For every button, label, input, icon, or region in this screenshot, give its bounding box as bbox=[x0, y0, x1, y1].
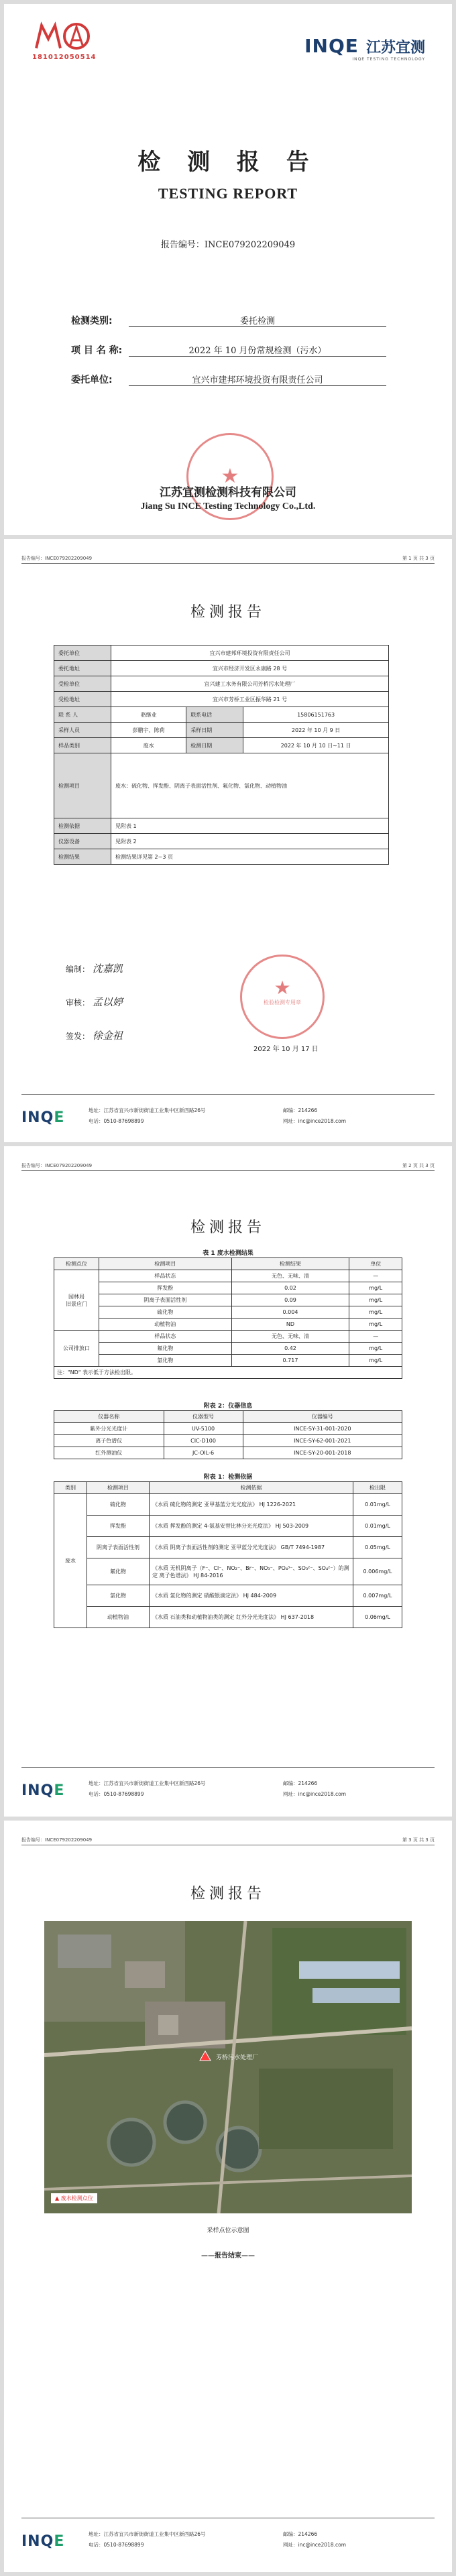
cell: 硫化物 bbox=[99, 1306, 232, 1318]
info-value: 宜兴建工水务有限公司芳桥污水处理厂 bbox=[111, 676, 389, 692]
table-row bbox=[54, 1585, 402, 1607]
map-legend: ▲ 废水检测点位 bbox=[51, 2193, 97, 2203]
table-row bbox=[54, 1537, 402, 1558]
table-row bbox=[54, 1494, 402, 1516]
table-row bbox=[54, 1294, 402, 1306]
cell: 挥发酚 bbox=[99, 1282, 232, 1294]
info-value: 骆继业 bbox=[111, 707, 186, 723]
table-row bbox=[54, 849, 389, 865]
info-label: 检测日期 bbox=[186, 738, 243, 753]
signature-name: 孟以婷 bbox=[92, 996, 123, 1008]
field-value: 宜兴市建邦环境投资有限责任公司 bbox=[129, 373, 386, 386]
info-label: 联 系 人 bbox=[54, 707, 111, 723]
brand-block bbox=[304, 35, 425, 62]
sample-site-label: 芳桥污水处理厂 bbox=[216, 2054, 259, 2061]
table-row bbox=[54, 707, 389, 723]
cell: INCE-SY-20-001-2018 bbox=[243, 1447, 402, 1459]
appendix1-caption: 附表 1：检测依据 bbox=[203, 1474, 253, 1481]
brand-subtitle: INQE TESTING TECHNOLOGY bbox=[352, 57, 425, 62]
header-report-no: 报告编号：INCE079202209049 bbox=[21, 1163, 93, 1168]
cell: mg/L bbox=[349, 1306, 402, 1318]
header-page-no: 第 2 页 共 3 页 bbox=[402, 1163, 435, 1168]
brand-logo-cn: 江苏宜测 bbox=[365, 40, 425, 56]
cell: 无色、无味、清 bbox=[231, 1270, 349, 1282]
field-label: 项 目 名 称: bbox=[71, 345, 123, 356]
table-row bbox=[54, 1423, 402, 1435]
satellite-imagery bbox=[44, 1921, 412, 2213]
site-cell: 园林局 旧景应门 bbox=[54, 1270, 99, 1331]
info-label: 检测项目 bbox=[54, 753, 111, 818]
info-table bbox=[54, 645, 389, 865]
info-label: 仪器设备 bbox=[54, 834, 111, 849]
issue-date: 2022 年 10 月 17 日 bbox=[253, 1046, 319, 1053]
seal-star-icon: ★ bbox=[221, 465, 239, 488]
table-row bbox=[54, 676, 389, 692]
cell: mg/L bbox=[349, 1355, 402, 1367]
header-page-no: 第 3 页 共 3 页 bbox=[402, 1837, 435, 1843]
footer-logo: INQE bbox=[21, 1782, 65, 1799]
field-label: 检测类别: bbox=[71, 316, 113, 326]
column-header: 检出限 bbox=[353, 1482, 402, 1494]
info-value: 宜兴市芳桥工业区振华路 21 号 bbox=[111, 692, 389, 707]
table-row bbox=[54, 723, 389, 738]
table-row bbox=[54, 753, 389, 818]
cell: 《水质 氯化物的测定 硝酸银滴定法》 HJ 484-2009 bbox=[150, 1585, 353, 1607]
footer-phone: 电话：0510-87698899 bbox=[89, 1118, 144, 1124]
field-value: 委托检测 bbox=[129, 314, 386, 327]
cover-field-project bbox=[71, 343, 386, 358]
cell: ND bbox=[231, 1318, 349, 1331]
column-header: 检测项目 bbox=[87, 1482, 150, 1494]
cell: 样品状态 bbox=[99, 1270, 232, 1282]
info-value: 2022 年 10 月 10 日~11 日 bbox=[243, 738, 389, 753]
table-row bbox=[54, 1435, 402, 1447]
satellite-map bbox=[44, 1921, 412, 2213]
company-name-en: Jiang Su INCE Testing Technology Co.,Ltd. bbox=[140, 501, 316, 511]
info-value: 2022 年 10 月 9 日 bbox=[243, 723, 389, 738]
cell: 动植物油 bbox=[87, 1607, 150, 1628]
cell: 0.02 bbox=[231, 1282, 349, 1294]
category-cell: 废水 bbox=[54, 1494, 87, 1628]
report-number-label: 报告编号： bbox=[160, 240, 205, 250]
report-title-en: TESTING REPORT bbox=[158, 185, 298, 202]
report-page-1 bbox=[4, 539, 452, 1142]
page-title: 检测报告 bbox=[190, 1886, 266, 1902]
instrument-table bbox=[54, 1410, 402, 1459]
footer-phone: 电话：0510-87698899 bbox=[89, 2542, 144, 2548]
table-header-row bbox=[54, 1258, 402, 1270]
footer-postcode: 邮编：214266 bbox=[283, 1107, 318, 1113]
table-row bbox=[54, 1367, 402, 1379]
cell: mg/L bbox=[349, 1294, 402, 1306]
info-value: 见附表 1 bbox=[111, 818, 389, 834]
table-row bbox=[54, 646, 389, 661]
info-label: 检测结果 bbox=[54, 849, 111, 865]
table-row bbox=[54, 661, 389, 676]
info-label: 委托单位 bbox=[54, 646, 111, 661]
cell: 动植物油 bbox=[99, 1318, 232, 1331]
cell: mg/L bbox=[349, 1318, 402, 1331]
info-label: 样品类别 bbox=[54, 738, 111, 753]
report-number bbox=[4, 237, 452, 250]
table-row bbox=[54, 818, 389, 834]
seal-star-icon: ★ bbox=[274, 977, 291, 999]
footer-address: 地址：江苏省宜兴市新街街道工业集中区新西路26号 bbox=[89, 1107, 206, 1113]
cell: 离子色谱仪 bbox=[54, 1435, 164, 1447]
cell: 硫化物 bbox=[87, 1494, 150, 1516]
cell: 0.004 bbox=[231, 1306, 349, 1318]
cell: 0.05mg/L bbox=[353, 1537, 402, 1558]
cover-field-category bbox=[71, 314, 386, 328]
table-header-row bbox=[54, 1482, 402, 1494]
cell: 0.007mg/L bbox=[353, 1585, 402, 1607]
column-header: 检测依据 bbox=[150, 1482, 353, 1494]
brand-logo-en: INQE bbox=[304, 35, 359, 57]
footer-address: 地址：江苏省宜兴市新街街道工业集中区新西路26号 bbox=[89, 1780, 206, 1786]
info-value: 检测结果详见第 2~3 页 bbox=[111, 849, 389, 865]
cell: mg/L bbox=[349, 1282, 402, 1294]
info-label: 受检单位 bbox=[54, 676, 111, 692]
cell: 阴离子表面活性剂 bbox=[87, 1537, 150, 1558]
table-header-row bbox=[54, 1411, 402, 1423]
column-header: 单位 bbox=[349, 1258, 402, 1270]
results-table bbox=[54, 1258, 402, 1379]
seal-text: 检验检测专用章 bbox=[264, 999, 301, 1005]
info-value: 宜兴市经济开发区永康路 28 号 bbox=[111, 661, 389, 676]
info-value: 15806151763 bbox=[243, 707, 389, 723]
page-header bbox=[21, 555, 435, 564]
report-page-2 bbox=[4, 1146, 452, 1817]
table-row bbox=[54, 1343, 402, 1355]
table-note: 注："ND" 表示低于方法检出限。 bbox=[54, 1367, 402, 1379]
table-row bbox=[54, 1516, 402, 1537]
cell: 《水质 挥发酚的测定 4-氨基安替比林分光光度法》 HJ 503-2009 bbox=[150, 1516, 353, 1537]
table-row bbox=[54, 1607, 402, 1628]
signature-label: 编制： bbox=[66, 965, 91, 974]
info-label: 联系电话 bbox=[186, 707, 243, 723]
signature-label: 审核： bbox=[66, 998, 91, 1007]
cell: JC-OIL-6 bbox=[164, 1447, 243, 1459]
cell: 氯化物 bbox=[99, 1355, 232, 1367]
column-header: 仪器名称 bbox=[54, 1411, 164, 1423]
column-header: 检测项目 bbox=[99, 1258, 232, 1270]
cell: 阴离子表面活性剂 bbox=[99, 1294, 232, 1306]
report-number-value: INCE079202209049 bbox=[204, 240, 296, 250]
footer-logo: INQE bbox=[21, 1109, 65, 1126]
cell: INCE-SY-62-001-2021 bbox=[243, 1435, 402, 1447]
method-table bbox=[54, 1481, 402, 1628]
report-page-3 bbox=[4, 1821, 452, 2572]
inspection-seal bbox=[240, 955, 325, 1039]
table-row bbox=[54, 1558, 402, 1585]
cma-logo bbox=[32, 21, 97, 63]
footer-logo: INQE bbox=[21, 2533, 65, 2550]
cell: 氯化物 bbox=[87, 1585, 150, 1607]
info-value: 彭鹏宇、陈荷 bbox=[111, 723, 186, 738]
info-value: 废水 bbox=[111, 738, 186, 753]
field-label: 委托单位: bbox=[71, 375, 113, 385]
cell: 0.09 bbox=[231, 1294, 349, 1306]
cover-field-client bbox=[71, 373, 386, 387]
footer-address: 地址：江苏省宜兴市新街街道工业集中区新西路26号 bbox=[89, 2531, 206, 2537]
footer-web: 网址：inc@ince2018.com bbox=[283, 1118, 347, 1124]
info-label: 采样日期 bbox=[186, 723, 243, 738]
company-name-cn: 江苏宜测检测科技有限公司 bbox=[160, 486, 296, 499]
cell: — bbox=[349, 1331, 402, 1343]
cell: 红外测油仪 bbox=[54, 1447, 164, 1459]
cover-page bbox=[4, 4, 452, 535]
appendix2-caption: 附表 2：仪器信息 bbox=[203, 1403, 253, 1410]
header-report-no: 报告编号：INCE079202209049 bbox=[21, 1837, 93, 1843]
map-caption: 采样点位示意图 bbox=[207, 2227, 249, 2234]
site-cell: 公司排放口 bbox=[54, 1331, 99, 1367]
report-end: ——报告结束—— bbox=[201, 2252, 255, 2260]
info-label: 受检地址 bbox=[54, 692, 111, 707]
table-row bbox=[54, 738, 389, 753]
footer-web: 网址：inc@ince2018.com bbox=[283, 1791, 347, 1797]
report-title-cn: 检 测 报 告 bbox=[137, 149, 319, 176]
cell: 0.01mg/L bbox=[353, 1516, 402, 1537]
info-label: 检测依据 bbox=[54, 818, 111, 834]
cell: 样品状态 bbox=[99, 1331, 232, 1343]
info-label: 委托地址 bbox=[54, 661, 111, 676]
table-row bbox=[54, 834, 389, 849]
column-header: 检测结果 bbox=[231, 1258, 349, 1270]
page-footer bbox=[21, 2518, 435, 2559]
signature-reviewer bbox=[66, 995, 123, 1009]
cell: 0.01mg/L bbox=[353, 1494, 402, 1516]
cell: 挥发酚 bbox=[87, 1516, 150, 1537]
info-label: 采样人员 bbox=[54, 723, 111, 738]
cell: 《水质 硫化物的测定 亚甲基蓝分光光度法》 HJ 1226-2021 bbox=[150, 1494, 353, 1516]
cell: 0.42 bbox=[231, 1343, 349, 1355]
page-footer bbox=[21, 1094, 435, 1135]
table-row bbox=[54, 1331, 402, 1343]
results-caption: 表 1 废水检测结果 bbox=[203, 1250, 253, 1257]
cert-number: 181012050514 bbox=[32, 54, 97, 61]
cell: 《水质 阴离子表面活性剂的测定 亚甲蓝分光光度法》 GB/T 7494-1987 bbox=[150, 1537, 353, 1558]
cell: UV-5100 bbox=[164, 1423, 243, 1435]
column-header: 类别 bbox=[54, 1482, 87, 1494]
signature-label: 签发： bbox=[66, 1032, 91, 1041]
footer-phone: 电话：0510-87698899 bbox=[89, 1791, 144, 1797]
signature-issuer bbox=[66, 1028, 123, 1042]
cell: 紫外分光光度计 bbox=[54, 1423, 164, 1435]
cell: 《水质 无机阴离子（F⁻、Cl⁻、NO₂⁻、Br⁻、NO₃⁻、PO₄³⁻、SO₃²⁻、SO₄²⁻）的测定 离子色谱法》 HJ 84-2016 bbox=[150, 1558, 353, 1585]
page-header bbox=[21, 1162, 435, 1171]
signature-compiler bbox=[66, 961, 123, 975]
cell: 无色、无味、清 bbox=[231, 1331, 349, 1343]
cell: CIC-D100 bbox=[164, 1435, 243, 1447]
page-title: 检测报告 bbox=[190, 604, 266, 621]
column-header: 仪器编号 bbox=[243, 1411, 402, 1423]
table-row bbox=[54, 1318, 402, 1331]
column-header: 仪器型号 bbox=[164, 1411, 243, 1423]
header-page-no: 第 1 页 共 3 页 bbox=[402, 556, 435, 561]
table-row bbox=[54, 1270, 402, 1282]
table-row bbox=[54, 1306, 402, 1318]
cell: 0.06mg/L bbox=[353, 1607, 402, 1628]
page-header bbox=[21, 1837, 435, 1845]
footer-postcode: 邮编：214266 bbox=[283, 2531, 318, 2537]
cell: 0.717 bbox=[231, 1355, 349, 1367]
cell: 氟化物 bbox=[99, 1343, 232, 1355]
footer-postcode: 邮编：214266 bbox=[283, 1780, 318, 1786]
info-value: 见附表 2 bbox=[111, 834, 389, 849]
footer-web: 网址：inc@ince2018.com bbox=[283, 2542, 347, 2548]
signature-name: 沈嘉凯 bbox=[92, 963, 123, 975]
cell: mg/L bbox=[349, 1343, 402, 1355]
cell: 《水质 石油类和动植物油类的测定 红外分光光度法》 HJ 637-2018 bbox=[150, 1607, 353, 1628]
page-title: 检测报告 bbox=[190, 1219, 266, 1236]
table-row bbox=[54, 1282, 402, 1294]
page-footer bbox=[21, 1767, 435, 1808]
cell: 氟化物 bbox=[87, 1558, 150, 1585]
cell: 0.006mg/L bbox=[353, 1558, 402, 1585]
column-header: 检测点位 bbox=[54, 1258, 99, 1270]
header-report-no: 报告编号：INCE079202209049 bbox=[21, 556, 93, 561]
signature-name: 徐金祖 bbox=[92, 1030, 123, 1042]
table-row bbox=[54, 1355, 402, 1367]
cell: INCE-SY-31-001-2020 bbox=[243, 1423, 402, 1435]
cell: — bbox=[349, 1270, 402, 1282]
cma-mark-icon bbox=[32, 21, 97, 51]
field-value: 2022 年 10 月份常规检测（污水） bbox=[129, 343, 386, 357]
info-value: 宜兴市建邦环境投资有限责任公司 bbox=[111, 646, 389, 661]
table-row bbox=[54, 1447, 402, 1459]
info-value: 废水：硫化物、挥发酚、阴离子表面活性剂、氟化物、氯化物、动植物油 bbox=[111, 753, 389, 818]
table-row bbox=[54, 692, 389, 707]
